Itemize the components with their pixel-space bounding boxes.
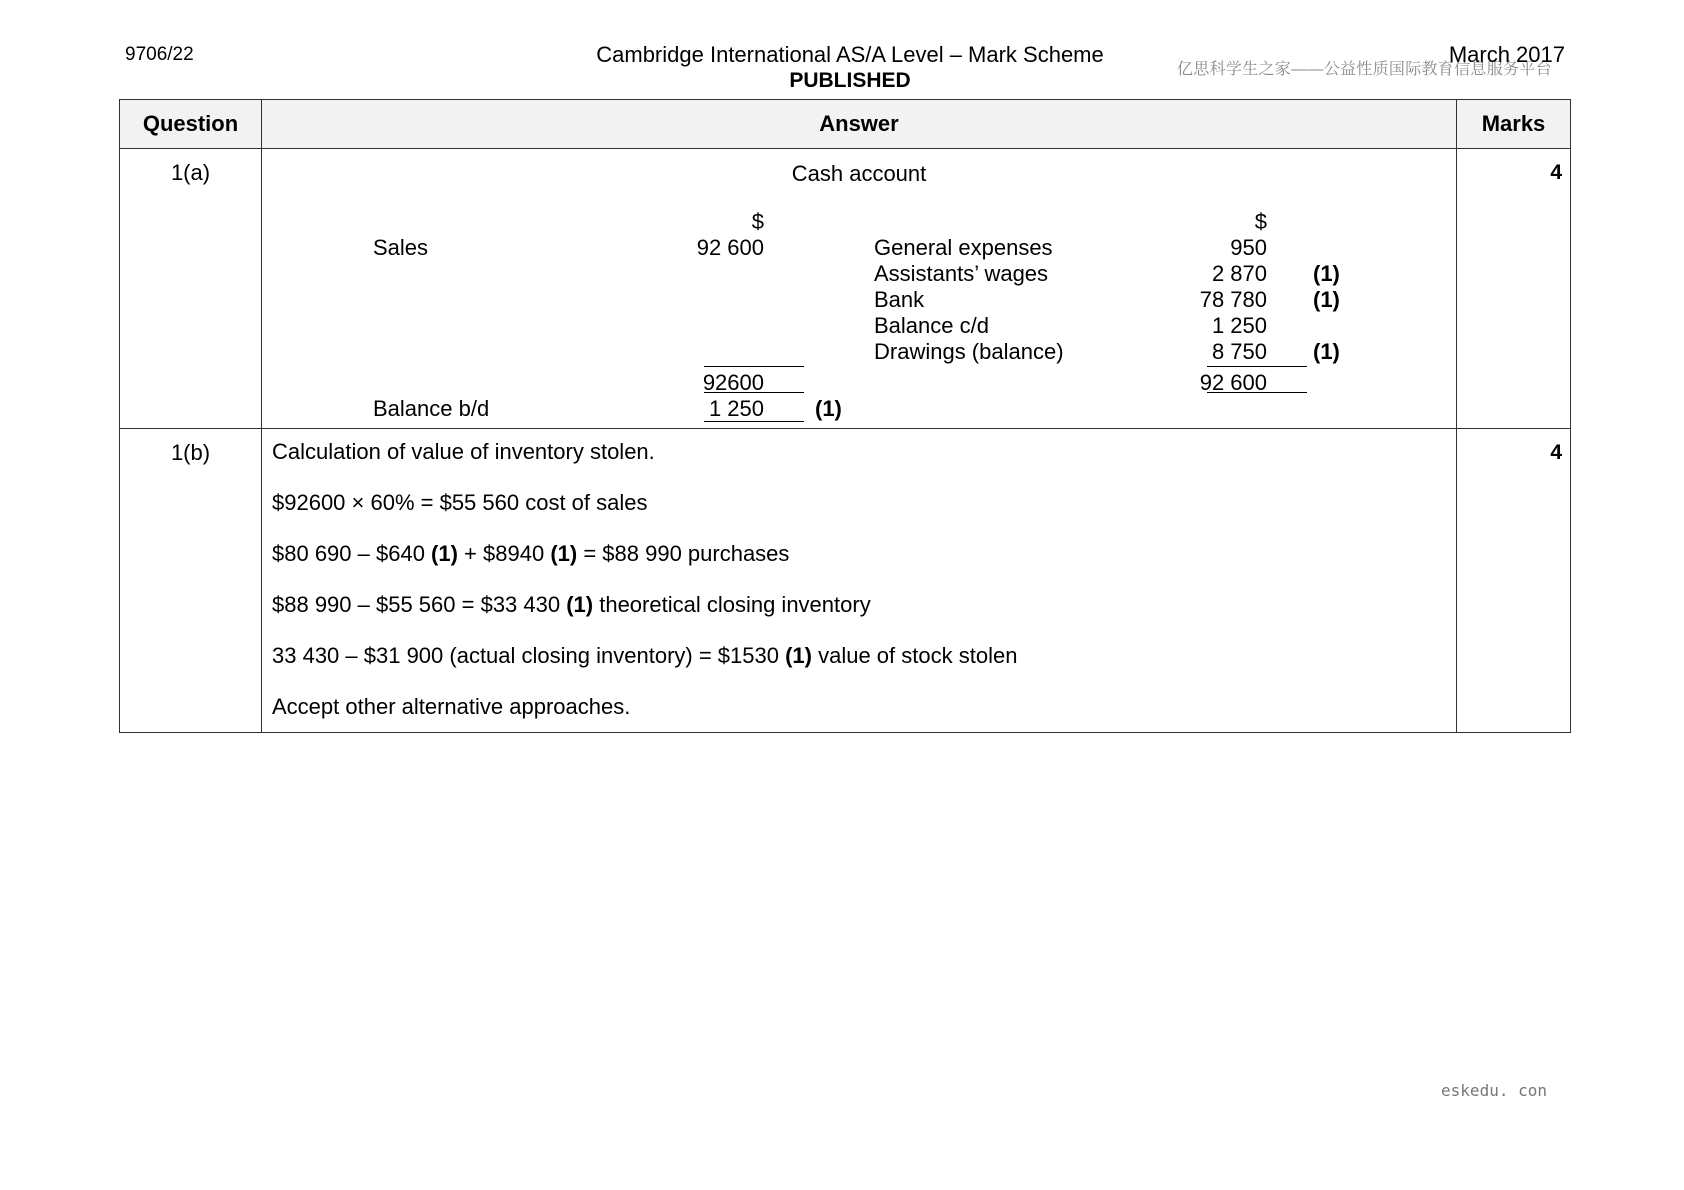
credit-label-general-expenses: General expenses <box>874 235 1053 260</box>
credit-amount-assistants-wages: 2 870 <box>1211 261 1267 286</box>
mark-assistants-wages: (1) <box>1313 261 1340 286</box>
session-date: March 2017 <box>1448 42 1565 67</box>
answer-intro: Calculation of value of inventory stolen. <box>272 439 655 464</box>
debit-currency: $ <box>751 209 764 234</box>
credit-total-rule <box>1207 366 1307 367</box>
line-text: value of stock stolen <box>811 643 1018 668</box>
credit-amount-drawings: 8 750 <box>1211 339 1267 364</box>
credit-amount-general-expenses: 950 <box>1230 235 1267 260</box>
table-row-1b <box>120 429 1571 733</box>
mark-label: (1) <box>566 592 594 617</box>
line-text: = $88 990 purchases <box>577 541 790 566</box>
answer-line-cost-of-sales: $92600 × 60% = $55 560 cost of sales <box>272 490 648 515</box>
question-id: 1(a) <box>120 149 262 429</box>
answer-cell-cash-account <box>262 149 1457 429</box>
answer-line-purchases <box>272 541 1446 567</box>
watermark-text: 亿思科学生之家——公益性质国际教育信息服务平台 <box>1177 61 1552 78</box>
line-text: + $8940 <box>457 541 551 566</box>
balance-bd-amount: 1 250 <box>708 396 764 421</box>
header-marks: Marks <box>1457 100 1571 149</box>
answer-cell-inventory <box>262 429 1457 733</box>
credit-total-rule-bottom <box>1207 392 1307 393</box>
mark-scheme-table <box>119 99 1571 733</box>
header-question: Question <box>120 100 262 149</box>
table-header-row <box>120 100 1571 149</box>
document-title: Cambridge International AS/A Level – Mark Scheme <box>596 42 1104 67</box>
line-text: 33 430 – $31 900 (actual closing inventory) = $1530 <box>272 643 786 668</box>
line-text: theoretical closing inventory <box>593 592 871 617</box>
debit-total: 92600 <box>702 370 764 395</box>
credit-currency: $ <box>1254 209 1267 234</box>
credit-label-assistants-wages: Assistants’ wages <box>874 261 1049 286</box>
mark-bank: (1) <box>1313 287 1340 312</box>
mark-label: (1) <box>785 643 812 668</box>
credit-amount-bank: 78 780 <box>1199 287 1267 312</box>
published-label: PUBLISHED <box>789 69 911 92</box>
credit-label-drawings: Drawings (balance) <box>874 339 1064 364</box>
header-answer: Answer <box>262 100 1457 149</box>
account-title: Cash account <box>791 161 927 186</box>
answer-line-theoretical-inventory <box>272 592 1446 618</box>
mark-balance-bd: (1) <box>815 396 842 421</box>
credit-label-balance-cd: Balance c/d <box>874 313 989 338</box>
balance-bd-label: Balance b/d <box>373 396 490 421</box>
credit-total: 92 600 <box>1199 370 1267 395</box>
debit-total-rule-bottom <box>704 392 804 393</box>
footer-watermark: eskedu. con <box>1441 1081 1547 1100</box>
answer-line-stock-stolen <box>272 643 1446 669</box>
answer-note: Accept other alternative approaches. <box>272 694 631 719</box>
debit-total-rule <box>704 366 804 367</box>
credit-amount-balance-cd: 1 250 <box>1211 313 1267 338</box>
marks-value: 4 <box>1457 429 1571 733</box>
mark-label: (1) <box>431 541 458 566</box>
line-text: $80 690 – $640 <box>272 541 432 566</box>
line-text: $88 990 – $55 560 = $33 430 <box>272 592 567 617</box>
balance-bd-rule <box>704 421 804 422</box>
debit-amount-sales: 92 600 <box>696 235 764 260</box>
paper-code: 9706/22 <box>125 44 194 65</box>
question-id: 1(b) <box>120 429 262 733</box>
table-row-1a <box>120 149 1571 429</box>
debit-label-sales: Sales <box>373 235 429 260</box>
mark-drawings: (1) <box>1313 339 1340 364</box>
credit-label-bank: Bank <box>874 287 925 312</box>
mark-label: (1) <box>550 541 578 566</box>
marks-value: 4 <box>1457 149 1571 429</box>
